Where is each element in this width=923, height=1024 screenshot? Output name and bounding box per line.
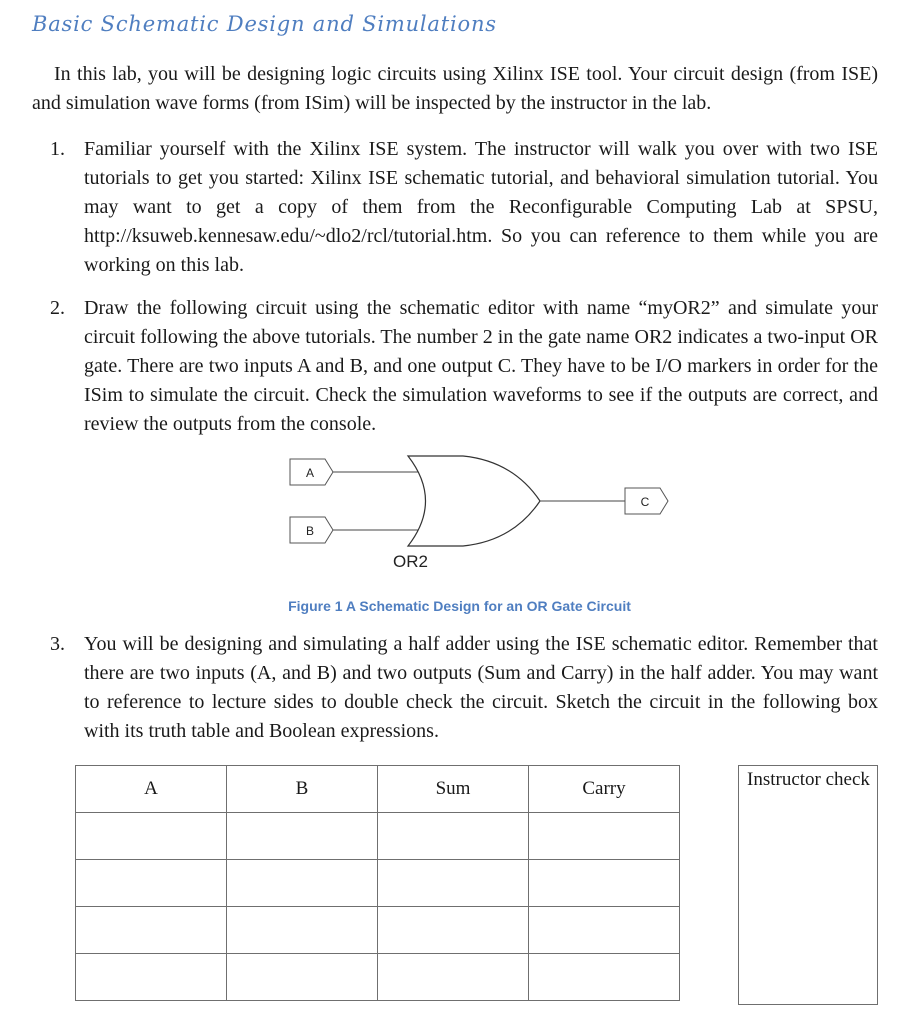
header-b: B (227, 766, 378, 813)
header-a: A (76, 766, 227, 813)
table-row (76, 954, 680, 1001)
table-cell[interactable] (76, 954, 227, 1001)
table-cell[interactable] (378, 954, 529, 1001)
table-cell[interactable] (378, 813, 529, 860)
table-cell[interactable] (529, 813, 680, 860)
header-sum: Sum (378, 766, 529, 813)
intro-paragraph: In this lab, you will be designing logic circuits using Xilinx ISE tool. Your circuit design (from ISE) and simulation wave forms (from ISim) will be inspected by the instructor in the lab. (32, 63, 878, 114)
list-item-2 (50, 294, 878, 439)
figure-caption-text: Figure 1 A Schematic Design for an OR Gate Circuit (288, 598, 631, 614)
input-b-label: B (305, 524, 315, 538)
figure-caption (0, 598, 923, 614)
list-text: Familiar yourself with the Xilinx ISE system. The instructor will walk you over with two ISE tutorials to get you started: Xilinx ISE schematic tutorial, and behavioral simulation tutorial. You may want to get a copy of them from the Reconfigurable Computing Lab at SPSU, http://ksuweb.kennesaw.edu/~dlo2/rcl/tutorial.htm. So you can reference to them while you are working on this lab. (84, 138, 878, 276)
table-cell[interactable] (378, 860, 529, 907)
table-cell[interactable] (227, 907, 378, 954)
table-cell[interactable] (529, 907, 680, 954)
table-cell[interactable] (76, 907, 227, 954)
table-cell[interactable] (529, 860, 680, 907)
table-cell[interactable] (529, 954, 680, 1001)
table-header-row (76, 766, 680, 813)
list-item-3 (50, 630, 878, 746)
page-heading: Basic Schematic Design and Simulations (32, 12, 497, 36)
header-carry: Carry (529, 766, 680, 813)
list-number: 2. (50, 297, 65, 319)
list-item-1 (50, 135, 878, 280)
table-cell[interactable] (76, 860, 227, 907)
input-a-label: A (305, 466, 315, 480)
table-cell[interactable] (227, 813, 378, 860)
table-cell[interactable] (227, 954, 378, 1001)
list-number: 1. (50, 138, 65, 160)
or-gate-icon (408, 456, 540, 546)
list-text: Draw the following circuit using the schematic editor with name “myOR2” and simulate your circuit following the above tutorials. The number 2 in the gate name OR2 indicates a two-input OR gate. There are two inputs A and B, and one output C. They have to be I/O markers in order for the ISim to simulate the circuit. Check the simulation waveforms to see if the outputs are correct, and review the outputs from the console. (84, 297, 878, 435)
table-row (76, 860, 680, 907)
table-row (76, 907, 680, 954)
truth-table (75, 765, 680, 1001)
list-number: 3. (50, 633, 65, 655)
gate-label: OR2 (393, 552, 428, 571)
instructor-check-box[interactable]: Instructor check (738, 765, 878, 1005)
table-cell[interactable] (378, 907, 529, 954)
list-text: You will be designing and simulating a half adder using the ISE schematic editor. Remember that there are two inputs (A, and B) and two outputs (Sum and Carry) in the half adder. You may want to reference to lecture sides to double check the circuit. Sketch the circuit in the following box with its truth table and Boolean expressions. (84, 633, 878, 742)
table-cell[interactable] (76, 813, 227, 860)
table-row (76, 813, 680, 860)
output-c-label: C (640, 495, 650, 509)
table-cell[interactable] (227, 860, 378, 907)
or-gate-schematic (285, 455, 685, 575)
